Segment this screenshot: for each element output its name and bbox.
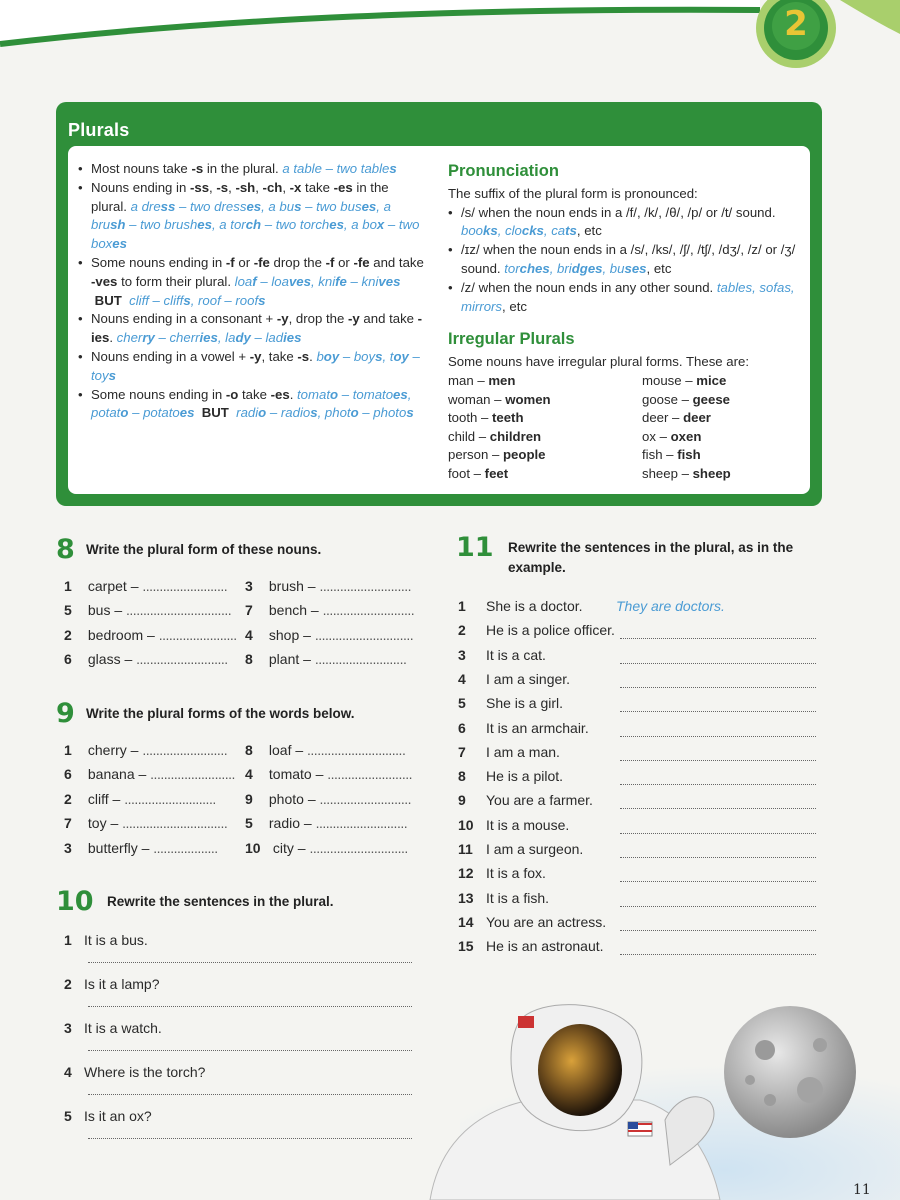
sentence-item: 15 He is an astronaut.	[458, 938, 604, 955]
word-item: 8 plant – ...........................	[245, 651, 407, 668]
exercise-8-number: 8	[56, 534, 75, 565]
answer-line[interactable]	[88, 1006, 412, 1007]
exercise-9-number: 9	[56, 698, 75, 729]
answer-blank[interactable]: ...................	[153, 839, 218, 856]
pronunciation-list	[448, 204, 802, 317]
irregular-pair: goose – geese	[642, 391, 730, 407]
answer-line[interactable]	[620, 930, 816, 931]
pronunciation-item-1: • /s/ when the noun ends in a /f/, /k/, /θ/, /p/ or /t/ sound. books, clocks, cats, etc	[448, 204, 802, 242]
answer-blank[interactable]: .............................	[309, 839, 408, 856]
answer-line[interactable]	[88, 1094, 412, 1095]
sentence-item: 5 She is a girl.	[458, 695, 564, 712]
answer-blank[interactable]: .............................	[307, 742, 406, 758]
pronunciation-heading: Pronunciation	[448, 162, 559, 180]
pronunciation-item-2: • /ɪz/ when the noun ends in a /s/, /ks/, /ʃ/, /tʃ/, /dʒ/, /z/ or /ʒ/ sound. torches, bridges, buses, etc	[448, 241, 802, 279]
answer-line[interactable]	[620, 906, 816, 907]
irregular-intro: Some nouns have irregular plural forms. These are:	[448, 354, 750, 370]
sentence-item: 8 He is a pilot.	[458, 768, 564, 785]
irregular-pair: ox – oxen	[642, 428, 702, 444]
answer-blank[interactable]: ...............................	[122, 815, 228, 832]
answer-line[interactable]	[620, 711, 816, 712]
irregular-pair: deer – deer	[642, 410, 711, 426]
word-item: 3 brush – ...........................	[245, 578, 412, 594]
answer-blank[interactable]: .......................	[158, 626, 237, 643]
sentence-item: 13 It is a fish.	[458, 889, 550, 906]
answer-line[interactable]	[620, 687, 816, 688]
sentence-item: 1 She is a doctor.	[458, 598, 583, 614]
answer-line[interactable]	[620, 784, 816, 785]
answer-blank[interactable]: .........................	[150, 766, 235, 783]
pronunciation-item-3: • /z/ when the noun ends in any other sound. tables, sofas, mirrors, etc	[448, 279, 802, 317]
word-item: 3 butterfly – ...................	[64, 839, 218, 856]
answer-blank[interactable]: .........................	[327, 766, 413, 783]
astronaut-moon-illustration	[420, 990, 900, 1200]
plural-rule-4: • Nouns ending in a consonant + -y, drop the -y and take -ies. cherry – cherries, lady – ladies	[76, 310, 428, 348]
sentence-item: 4 I am a singer.	[458, 670, 571, 687]
irregular-pair: tooth – teeth	[448, 410, 524, 426]
word-item: 9 photo – ...........................	[245, 790, 412, 807]
plurals-title: Plurals	[68, 120, 130, 140]
plurals-content	[68, 146, 810, 494]
sentence-item: 5 Is it an ox?	[64, 1108, 152, 1124]
exercise-10-number: 10	[56, 886, 94, 917]
sentence-item: 10 It is a mouse.	[458, 816, 570, 833]
irregular-heading: Irregular Plurals	[448, 330, 575, 349]
exercise-10-instruction: Rewrite the sentences in the plural.	[107, 894, 334, 909]
answer-blank[interactable]: ...........................	[319, 790, 412, 807]
irregular-pair: fish – fish	[642, 447, 701, 463]
answer-line[interactable]	[620, 760, 816, 761]
word-item: 6 banana – .........................	[64, 766, 235, 783]
sentence-item: 4 Where is the torch?	[64, 1064, 206, 1080]
irregular-pair: child – children	[448, 428, 542, 444]
answer-line[interactable]	[620, 857, 816, 858]
answer-blank[interactable]: .........................	[142, 742, 228, 758]
answer-line[interactable]	[620, 638, 816, 639]
answer-blank[interactable]: ...............................	[126, 602, 232, 619]
sentence-item: 14 You are an actress.	[458, 913, 607, 930]
sentence-item: 11 I am a surgeon.	[458, 841, 584, 857]
word-item: 5 radio – ...........................	[245, 815, 408, 832]
sentence-item: 7 I am a man.	[458, 743, 560, 760]
sentence-item: 12 It is a fox.	[458, 865, 546, 882]
word-item: 7 bench – ...........................	[245, 602, 415, 619]
word-item: 2 cliff – ...........................	[64, 790, 216, 807]
answer-blank[interactable]: ...........................	[319, 578, 412, 594]
answer-line[interactable]	[620, 833, 816, 834]
word-item: 4 shop – .............................	[245, 626, 414, 643]
exercise-11-instruction: Rewrite the sentences in the plural, as in the example.	[508, 540, 794, 575]
word-item: 1 cherry – .........................	[64, 742, 228, 758]
plural-rule-2: • Nouns ending in -ss, -s, -sh, -ch, -x take -es in the plural. a dress – two dresses, a bus – two buses, a brush – two brushes, a torch – two torches, a box – two boxes	[76, 179, 428, 254]
example-answer: They are doctors.	[616, 598, 725, 614]
irregular-pair: woman – women	[448, 391, 551, 407]
answer-blank[interactable]: ...........................	[124, 790, 216, 807]
word-item: 7 toy – ...............................	[64, 815, 228, 832]
answer-blank[interactable]: ...........................	[314, 651, 407, 668]
answer-line[interactable]	[620, 736, 816, 737]
plural-rule-3: • Some nouns ending in -f or -fe drop the -f or -fe and take -ves to form their plural. loaf – loaves, knife – knives BUT cliff – cliffs, roof – roofs	[76, 254, 428, 310]
answer-blank[interactable]: .............................	[314, 626, 414, 643]
plurals-right-column	[448, 162, 802, 484]
word-item: 8 loaf – .............................	[245, 742, 406, 758]
answer-line[interactable]	[620, 808, 816, 809]
irregular-pair: sheep – sheep	[642, 465, 731, 481]
irregular-pair: man – men	[448, 372, 516, 388]
answer-line[interactable]	[88, 1138, 412, 1139]
plural-rule-6: • Some nouns ending in -o take -es. tomato – tomatoes, potato – potatoes BUT radio – radios, photo – photos	[76, 386, 428, 424]
answer-line[interactable]	[620, 954, 816, 955]
word-item: 6 glass – ...........................	[64, 651, 228, 668]
exercise-9-instruction: Write the plural forms of the words below.	[86, 706, 355, 721]
unit-badge	[750, 0, 850, 80]
sentence-item: 9 You are a farmer.	[458, 792, 593, 809]
answer-line[interactable]	[620, 881, 816, 882]
answer-blank[interactable]: ...........................	[315, 815, 408, 832]
exercise-11-number: 11	[456, 532, 494, 563]
sentence-item: 3 It is a cat.	[458, 646, 546, 663]
word-item: 5 bus – ...............................	[64, 602, 232, 619]
answer-line[interactable]	[620, 663, 816, 664]
irregular-pair: person – people	[448, 447, 546, 463]
irregular-pair: foot – feet	[448, 465, 509, 481]
sentence-item: 1 It is a bus.	[64, 932, 148, 948]
answer-blank[interactable]: .........................	[142, 578, 228, 594]
plural-rule-5: • Nouns ending in a vowel + -y, take -s. boy – boys, toy – toys	[76, 348, 428, 386]
plural-rule-1: • Most nouns take -s in the plural. a table – two tables	[76, 160, 428, 179]
irregular-plurals-grid	[448, 372, 802, 484]
exercise-8-instruction: Write the plural form of these nouns.	[86, 542, 322, 557]
sentence-item: 3 It is a watch.	[64, 1020, 162, 1036]
sentence-item: 2 He is a police officer.	[458, 622, 615, 639]
answer-blank[interactable]: ...........................	[136, 651, 228, 668]
sentence-item: 6 It is an armchair.	[458, 719, 589, 736]
word-item: 2 bedroom – .......................	[64, 626, 237, 643]
pronunciation-intro: The suffix of the plural form is pronounced:	[448, 185, 698, 201]
word-item: 10 city – .............................	[245, 839, 408, 856]
plural-rules-list	[76, 160, 428, 423]
word-item: 1 carpet – .........................	[64, 578, 228, 594]
answer-blank[interactable]: ...........................	[322, 602, 415, 619]
answer-line[interactable]	[88, 1050, 412, 1051]
plurals-grammar-box	[56, 102, 822, 506]
unit-number: 2	[784, 4, 808, 44]
irregular-pair: mouse – mice	[642, 372, 727, 388]
page-number: 11	[853, 1182, 871, 1198]
answer-line[interactable]	[88, 962, 412, 963]
word-item: 4 tomato – .........................	[245, 766, 413, 783]
sentence-item: 2 Is it a lamp?	[64, 976, 160, 992]
